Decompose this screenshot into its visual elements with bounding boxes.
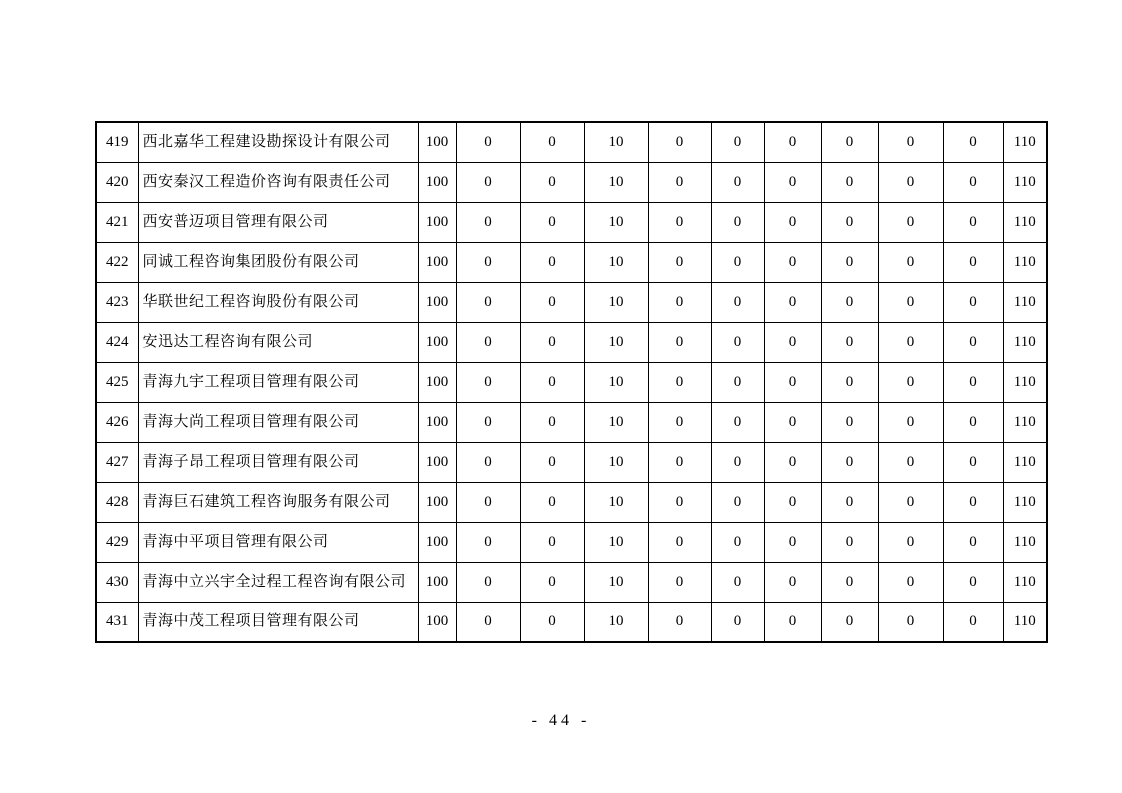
score-cell: 110 [1003,202,1047,242]
score-cell: 0 [520,522,584,562]
score-cell: 0 [456,242,520,282]
score-cell: 10 [584,122,648,162]
score-cell: 0 [943,242,1003,282]
score-cell: 0 [456,282,520,322]
score-cell: 100 [418,282,456,322]
score-cell: 0 [764,442,821,482]
score-cell: 0 [648,482,711,522]
score-cell: 0 [711,362,764,402]
company-name-cell: 西安普迈项目管理有限公司 [138,202,418,242]
score-cell: 10 [584,602,648,642]
score-cell: 0 [520,242,584,282]
score-cell: 0 [520,202,584,242]
table-row [96,202,1047,242]
score-cell: 110 [1003,242,1047,282]
score-cell: 100 [418,602,456,642]
company-name-cell: 青海巨石建筑工程咨询服务有限公司 [138,482,418,522]
score-cell: 0 [711,322,764,362]
score-cell: 0 [821,122,878,162]
page-number: - 44 - [531,712,591,729]
score-cell: 0 [878,442,943,482]
score-cell: 0 [456,522,520,562]
row-number-cell: 429 [96,522,138,562]
score-cell: 0 [878,162,943,202]
table-row [96,362,1047,402]
score-cell: 0 [943,202,1003,242]
score-cell: 0 [648,282,711,322]
score-cell: 100 [418,442,456,482]
score-cell: 0 [764,362,821,402]
score-cell: 110 [1003,402,1047,442]
table-row [96,442,1047,482]
row-number-cell: 424 [96,322,138,362]
score-cell: 10 [584,282,648,322]
score-cell: 0 [711,562,764,602]
score-cell: 0 [878,522,943,562]
score-cell: 0 [648,602,711,642]
score-cell: 110 [1003,442,1047,482]
score-cell: 10 [584,442,648,482]
score-cell: 0 [943,282,1003,322]
score-cell: 100 [418,402,456,442]
score-cell: 0 [943,442,1003,482]
score-cell: 0 [648,442,711,482]
score-cell: 0 [520,402,584,442]
score-cell: 0 [764,522,821,562]
score-cell: 0 [520,282,584,322]
row-number-cell: 419 [96,122,138,162]
score-cell: 100 [418,322,456,362]
score-cell: 0 [711,122,764,162]
score-cell: 110 [1003,122,1047,162]
score-cell: 0 [711,242,764,282]
score-cell: 0 [821,482,878,522]
score-cell: 110 [1003,282,1047,322]
company-name-cell: 青海中立兴宇全过程工程咨询有限公司 [138,562,418,602]
score-cell: 0 [648,322,711,362]
score-cell: 0 [711,602,764,642]
score-cell: 0 [878,322,943,362]
score-cell: 0 [456,402,520,442]
score-cell: 100 [418,482,456,522]
score-cell: 0 [943,562,1003,602]
score-cell: 0 [711,162,764,202]
score-cell: 0 [648,522,711,562]
company-name-cell: 青海子昂工程项目管理有限公司 [138,442,418,482]
company-name-cell: 同诚工程咨询集团股份有限公司 [138,242,418,282]
score-cell: 10 [584,362,648,402]
row-number-cell: 431 [96,602,138,642]
score-cell: 0 [711,482,764,522]
score-cell: 0 [943,602,1003,642]
score-cell: 100 [418,362,456,402]
score-cell: 0 [648,162,711,202]
row-number-cell: 430 [96,562,138,602]
score-cell: 0 [456,562,520,602]
score-cell: 0 [648,242,711,282]
score-cell: 0 [764,562,821,602]
score-cell: 0 [878,202,943,242]
score-cell: 100 [418,122,456,162]
table-row [96,322,1047,362]
score-cell: 0 [456,122,520,162]
score-cell: 0 [878,602,943,642]
score-cell: 0 [943,322,1003,362]
table-row [96,602,1047,642]
score-cell: 0 [943,362,1003,402]
score-cell: 0 [764,602,821,642]
score-cell: 0 [648,362,711,402]
table-row [96,562,1047,602]
score-cell: 0 [456,322,520,362]
score-cell: 0 [878,482,943,522]
score-cell: 100 [418,522,456,562]
score-cell: 0 [764,482,821,522]
score-cell: 0 [821,282,878,322]
score-cell: 0 [943,402,1003,442]
score-cell: 0 [711,202,764,242]
table-row [96,482,1047,522]
score-cell: 110 [1003,322,1047,362]
score-cell: 0 [456,202,520,242]
score-cell: 0 [821,522,878,562]
score-cell: 0 [821,602,878,642]
score-cell: 0 [711,402,764,442]
score-cell: 0 [520,562,584,602]
score-cell: 0 [821,442,878,482]
score-cell: 10 [584,402,648,442]
score-cell: 0 [520,602,584,642]
table-row [96,122,1047,162]
company-name-cell: 西安秦汉工程造价咨询有限责任公司 [138,162,418,202]
score-cell: 0 [878,282,943,322]
company-name-cell: 青海中平项目管理有限公司 [138,522,418,562]
score-cell: 0 [520,162,584,202]
table-row [96,402,1047,442]
score-cell: 0 [764,402,821,442]
score-cell: 0 [943,522,1003,562]
score-cell: 100 [418,202,456,242]
score-cell: 0 [520,482,584,522]
table-row [96,522,1047,562]
score-cell: 0 [648,562,711,602]
score-cell: 110 [1003,602,1047,642]
score-cell: 10 [584,162,648,202]
score-cell: 0 [764,162,821,202]
score-cell: 0 [648,202,711,242]
score-cell: 0 [943,482,1003,522]
score-cell: 0 [764,202,821,242]
score-cell: 0 [764,282,821,322]
score-cell: 0 [456,162,520,202]
score-cell: 0 [520,442,584,482]
score-cell: 0 [648,122,711,162]
row-number-cell: 426 [96,402,138,442]
row-number-cell: 421 [96,202,138,242]
score-cell: 0 [943,162,1003,202]
row-number-cell: 423 [96,282,138,322]
score-cell: 0 [821,162,878,202]
table-row [96,282,1047,322]
row-number-cell: 425 [96,362,138,402]
score-cell: 110 [1003,522,1047,562]
score-cell: 0 [711,442,764,482]
score-cell: 10 [584,322,648,362]
score-cell: 100 [418,162,456,202]
score-cell: 110 [1003,362,1047,402]
company-name-cell: 安迅达工程咨询有限公司 [138,322,418,362]
company-name-cell: 青海中茂工程项目管理有限公司 [138,602,418,642]
company-name-cell: 华联世纪工程咨询股份有限公司 [138,282,418,322]
row-number-cell: 420 [96,162,138,202]
score-cell: 0 [456,602,520,642]
score-cell: 0 [520,362,584,402]
score-cell: 10 [584,562,648,602]
score-cell: 0 [456,442,520,482]
score-cell: 0 [648,402,711,442]
score-cell: 0 [878,122,943,162]
score-cell: 0 [711,522,764,562]
score-cell: 110 [1003,482,1047,522]
score-cell: 110 [1003,162,1047,202]
score-cell: 0 [456,482,520,522]
score-cell: 0 [943,122,1003,162]
score-cell: 0 [520,122,584,162]
score-cell: 0 [821,362,878,402]
score-cell: 0 [764,122,821,162]
table-row [96,242,1047,282]
table-row [96,162,1047,202]
score-cell: 100 [418,242,456,282]
row-number-cell: 427 [96,442,138,482]
row-number-cell: 422 [96,242,138,282]
score-cell: 0 [821,202,878,242]
score-cell: 0 [711,282,764,322]
score-cell: 0 [821,402,878,442]
score-table [95,121,1048,643]
score-cell: 10 [584,242,648,282]
score-cell: 10 [584,482,648,522]
score-cell: 10 [584,202,648,242]
score-cell: 110 [1003,562,1047,602]
score-cell: 0 [821,562,878,602]
score-cell: 0 [878,402,943,442]
score-cell: 0 [878,242,943,282]
score-cell: 0 [821,242,878,282]
company-name-cell: 西北嘉华工程建设勘探设计有限公司 [138,122,418,162]
score-cell: 0 [764,322,821,362]
score-cell: 100 [418,562,456,602]
company-name-cell: 青海九宇工程项目管理有限公司 [138,362,418,402]
score-cell: 10 [584,522,648,562]
company-name-cell: 青海大尚工程项目管理有限公司 [138,402,418,442]
score-cell: 0 [821,322,878,362]
score-cell: 0 [520,322,584,362]
score-cell: 0 [764,242,821,282]
score-cell: 0 [456,362,520,402]
score-cell: 0 [878,362,943,402]
row-number-cell: 428 [96,482,138,522]
score-cell: 0 [878,562,943,602]
